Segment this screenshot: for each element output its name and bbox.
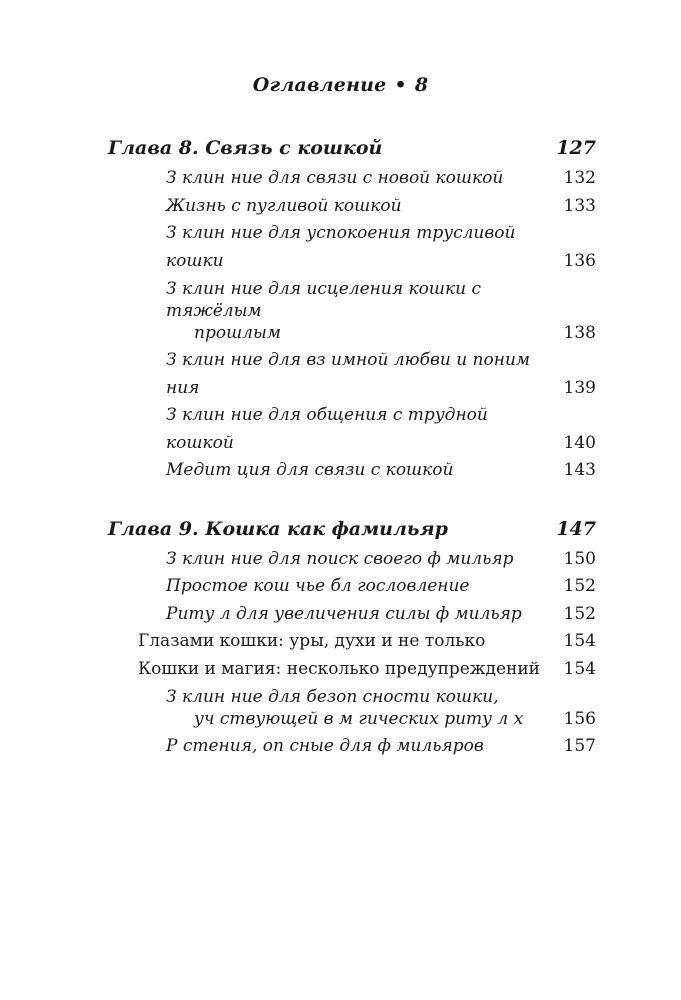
toc-entry[interactable]: [108, 457, 596, 485]
toc-entry-title-line: З клин ние для безоп сности кошки,: [166, 687, 499, 707]
toc-entry-title: З клин ние для успокоения трусливой кошки: [166, 223, 516, 271]
toc-entry-title-continuation: уч ствующей в м гических риту л х: [194, 709, 524, 729]
toc-page-number: 156: [563, 709, 596, 729]
toc-chapter-title: Глава 8. Связь с кошкой: [108, 137, 383, 159]
toc-entry-title: Жизнь с пугливой кошкой: [166, 195, 402, 216]
toc-page-number: 139: [563, 377, 596, 398]
toc-section-title: Кошки и магия: несколько предупреждений: [138, 658, 541, 679]
toc-entry-title: З клин ние для связи с новой кошкой: [166, 168, 504, 188]
toc-page-number: 132: [563, 168, 596, 188]
toc-entry-title: З клин ние для общения с трудной кошкой: [166, 405, 488, 453]
toc-entry[interactable]: [108, 278, 596, 344]
toc-page-number: 154: [563, 658, 596, 679]
toc-entry-title: Простое кош чье бл гословление: [166, 576, 470, 596]
toc-entry[interactable]: [108, 601, 596, 629]
toc-section-title: Глазами кошки: уры, духи и не только: [138, 631, 486, 651]
toc-page-number: 150: [563, 548, 596, 569]
toc-entry[interactable]: [108, 165, 596, 193]
toc-entry-title-line: З клин ние для исцеления кошки с тяжёлым: [166, 279, 481, 321]
toc-entry[interactable]: [108, 686, 596, 730]
toc-entry-title: [108, 686, 556, 730]
toc-entry[interactable]: [108, 220, 596, 275]
toc-entry[interactable]: [108, 573, 596, 601]
toc-entry[interactable]: [108, 347, 596, 402]
running-head: [0, 74, 681, 96]
running-head-section: Оглавление: [252, 74, 387, 96]
toc-entry-title: Риту л для увеличения силы ф мильяр: [166, 603, 522, 624]
toc-section[interactable]: [108, 656, 596, 684]
toc-chapter-title: Глава 9. Кошка как фамильяр: [108, 517, 448, 540]
toc-entry-title: [108, 278, 556, 344]
toc-chapter-heading[interactable]: [108, 515, 596, 543]
toc-entry-title-continuation: прошлым: [194, 323, 281, 343]
toc-chapter-heading[interactable]: [108, 134, 596, 162]
toc-entry[interactable]: [108, 733, 596, 761]
toc-page-number: 152: [563, 576, 596, 596]
toc-entry-title: З клин ние для вз имной любви и поним ния: [166, 350, 530, 398]
toc-page-number: 147: [556, 517, 596, 540]
toc-page-number: 138: [563, 323, 596, 343]
toc-page-number: 133: [563, 195, 596, 216]
toc-page-number: 143: [563, 460, 596, 480]
toc-page-number: 136: [563, 250, 596, 271]
running-head-separator: •: [394, 74, 407, 96]
toc-chapter: [108, 515, 596, 761]
toc-section[interactable]: [108, 628, 596, 656]
running-head-page-number: 8: [414, 74, 429, 96]
toc-page-number: 152: [563, 603, 596, 624]
toc-page-number: 127: [556, 137, 596, 159]
toc-page-number: 154: [563, 631, 596, 651]
toc-entry[interactable]: [108, 193, 596, 221]
toc-page-number: 157: [563, 736, 596, 756]
table-of-contents: [108, 134, 596, 791]
toc-entry[interactable]: [108, 402, 596, 457]
toc-entry[interactable]: [108, 546, 596, 574]
toc-entry-title: З клин ние для поиск своего ф мильяр: [166, 548, 514, 569]
toc-entry-title: Медит ция для связи с кошкой: [166, 460, 454, 480]
toc-entry-title: Р стения, оп сные для ф мильяров: [166, 736, 484, 756]
toc-chapter: [108, 134, 596, 485]
toc-page-number: 140: [563, 432, 596, 453]
